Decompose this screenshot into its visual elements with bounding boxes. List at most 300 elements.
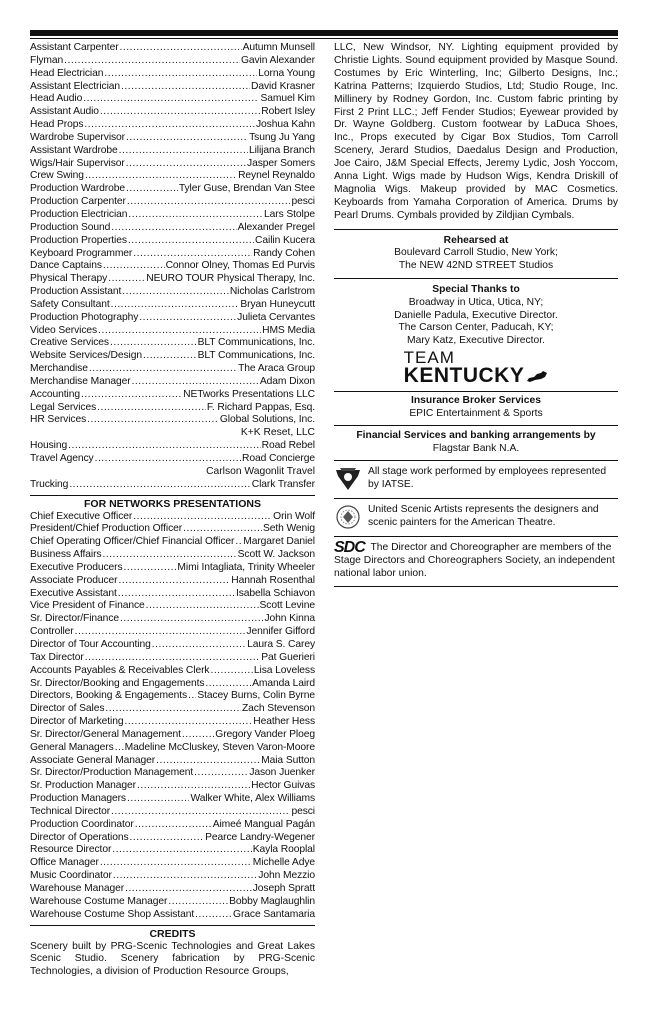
- special-thanks-heading: Special Thanks to: [432, 284, 520, 296]
- sdc-logo: SDC: [334, 539, 365, 557]
- credit-row: [30, 42, 315, 55]
- thanks-line: Danielle Padula, Executive Director.: [394, 309, 558, 321]
- credit-name: Seth Wenig: [262, 523, 315, 535]
- dot-leader: [210, 665, 252, 678]
- credit-role: Warehouse Costume Shop Assistant: [30, 908, 195, 920]
- credit-role: Production Managers: [30, 793, 126, 805]
- credit-name: Scott Levine: [259, 600, 315, 612]
- dot-leader: [103, 260, 165, 273]
- credit-row: [30, 536, 315, 549]
- credit-role: Merchandise Manager: [30, 375, 131, 387]
- credit-name: Pearce Landry-Wegener: [205, 831, 315, 843]
- credit-row: [30, 639, 315, 652]
- dot-leader: [64, 55, 240, 68]
- credit-row: [30, 299, 315, 312]
- credit-name: Isabella Schiavon: [235, 587, 315, 599]
- credit-name: Aimeé Mangual Pagán: [212, 818, 315, 830]
- dot-leader: [95, 453, 241, 466]
- credit-row: [30, 196, 315, 209]
- credit-name: Adam Dixon: [259, 375, 315, 387]
- logo-kentucky-text: KENTUCKY: [403, 364, 525, 388]
- dot-leader: [81, 389, 182, 402]
- credit-role: Production Coordinator: [30, 818, 134, 830]
- dot-leader: [111, 299, 240, 312]
- credit-role: Director of Operations: [30, 831, 129, 843]
- credit-name: Cailin Kucera: [255, 234, 315, 246]
- credit-role: Trucking: [30, 478, 69, 490]
- dot-leader: [104, 68, 257, 81]
- dot-leader: [112, 844, 251, 857]
- credit-name: NEURO TOUR Physical Therapy, Inc.: [146, 273, 315, 285]
- credit-role: Merchandise: [30, 363, 88, 375]
- dot-leader: [89, 363, 237, 376]
- dot-leader: [235, 536, 242, 549]
- credit-row: [30, 690, 315, 703]
- credit-row: [30, 755, 315, 768]
- credit-role: Warehouse Manager: [30, 883, 125, 894]
- credit-name: Pat Guerieri: [261, 651, 315, 663]
- credit-name: Reynel Reynaldo: [238, 170, 315, 182]
- dot-leader: [84, 119, 255, 132]
- dot-leader: [100, 106, 260, 119]
- dot-leader: [126, 158, 246, 171]
- iatse-text: All stage work performed by employees represented by IATSE.: [368, 466, 607, 490]
- top-rule-thick: [30, 30, 618, 36]
- credit-name: Samuel Kim: [260, 93, 315, 105]
- credit-row: [30, 106, 315, 119]
- dot-leader: [68, 440, 261, 453]
- dot-leader: [128, 209, 263, 222]
- credit-name: Tyler Guse, Brendan Van Stee: [178, 183, 315, 195]
- usa-text: United Scenic Artists represents the designers and scenic painters for the American Theatre.: [368, 504, 599, 528]
- dot-leader: [183, 523, 262, 536]
- credit-role: Technical Director: [30, 805, 111, 817]
- credit-row: [30, 575, 315, 588]
- credit-row: [30, 896, 315, 909]
- credit-row: [30, 549, 315, 562]
- dot-leader: [124, 716, 252, 729]
- credit-row: [30, 132, 315, 145]
- credit-role: HR Services: [30, 414, 87, 426]
- credit-name-continued: K+K Reset, LLC: [240, 427, 315, 439]
- top-rule-thin: [30, 38, 618, 39]
- credit-role: Housing: [30, 440, 68, 452]
- credit-row: [30, 145, 315, 158]
- dot-leader: [105, 703, 241, 716]
- credit-name: Maia Sutton: [261, 754, 315, 766]
- credit-name: Robert Isley: [261, 106, 315, 118]
- credit-role: Assistant Wardrobe: [30, 144, 118, 156]
- credit-name: Michelle Adye: [252, 857, 315, 869]
- credit-row: [30, 158, 315, 171]
- thanks-line: Mary Katz, Executive Director.: [407, 334, 545, 346]
- credit-role: Production Assistant: [30, 286, 122, 298]
- dot-leader: [110, 337, 197, 350]
- credit-role: Creative Services: [30, 337, 109, 349]
- credit-name: Hector Guivas: [251, 780, 315, 792]
- dot-leader: [115, 742, 124, 755]
- rehearsed-block: [334, 229, 618, 279]
- credit-row: [30, 363, 315, 376]
- credit-name: Lorna Young: [258, 67, 315, 79]
- credit-row: [30, 68, 315, 81]
- credit-role: Sr. Director/Booking and Engagements: [30, 677, 205, 689]
- financial-block: [334, 425, 618, 460]
- credit-role: Sr. Production Manager: [30, 780, 136, 792]
- dot-leader: [85, 652, 261, 665]
- dot-leader: [102, 549, 236, 562]
- dot-leader: [111, 222, 236, 235]
- dot-leader: [194, 767, 248, 780]
- dot-leader: [113, 870, 257, 883]
- credit-name: Gavin Alexander: [240, 54, 315, 66]
- credit-row: [30, 222, 315, 235]
- credit-name: John Kinna: [264, 613, 315, 625]
- credit-row: [30, 844, 315, 857]
- credit-row: [30, 793, 315, 806]
- left-column: [30, 42, 315, 979]
- dot-leader: [139, 312, 236, 325]
- credit-row: [30, 414, 315, 427]
- credits-heading: CREDITS: [30, 925, 315, 941]
- credit-name: Kayla Rooplal: [252, 844, 315, 856]
- credit-role: Director of Sales: [30, 703, 105, 715]
- credit-row: [30, 170, 315, 183]
- credit-name: Stacey Burns, Colin Byrne: [197, 690, 315, 702]
- right-column: [334, 42, 618, 587]
- credit-name: Joseph Spratt: [252, 883, 315, 894]
- credit-role: Directors, Booking & Engagements: [30, 690, 188, 702]
- credit-name: Autumn Munsell: [242, 42, 315, 53]
- dot-leader: [120, 613, 263, 626]
- credit-row: [30, 523, 315, 536]
- dot-leader: [135, 819, 212, 832]
- dot-leader: [85, 170, 237, 183]
- dot-leader: [156, 755, 260, 768]
- credit-row: [30, 652, 315, 665]
- credit-row: [30, 402, 315, 415]
- credit-role: Accounts Payables & Receivables Clerk: [30, 664, 210, 676]
- usa-block: [334, 498, 618, 536]
- credit-row: [30, 312, 315, 325]
- dot-leader: [87, 414, 219, 427]
- dot-leader: [108, 273, 145, 286]
- iatse-emblem-icon: [334, 466, 362, 492]
- credit-row: [30, 235, 315, 248]
- credit-role: Keyboard Programmer: [30, 247, 133, 259]
- credit-name: Road Rebel: [261, 440, 315, 452]
- credit-name: Heather Hess: [253, 716, 315, 728]
- credit-name: Road Concierge: [241, 453, 315, 464]
- rehearsed-line: Boulevard Carroll Studio, New York;: [394, 247, 558, 259]
- dot-leader: [125, 883, 252, 896]
- credit-role: Head Electrician: [30, 67, 104, 79]
- credit-role: Production Photography: [30, 311, 139, 323]
- credits-text: Scenery built by PRG-Scenic Technologies and Great Lakes Scenic Studio. Scenery fabrication by PRG-Scenic Technologies, a division of Production Resource Groups,: [30, 940, 315, 978]
- credit-name: Jennifer Gifford: [246, 626, 315, 638]
- credit-name: Amanda Laird: [252, 677, 315, 689]
- credits-continued: LLC, New Windsor, NY. Lighting equipment provided by Christie Lights. Sound equipment provided by Masque Sound. Costumes by Eric Winterling, Inc; Gilberto Designs, Inc.; Katrina Patterns; Izquierdo Studios, Ltd; Studio Rouge, Inc. Millinery by Rodney Gordon, Inc. Custom fabric printing by First 2 Print LLC.; Jeff Fender Studios; Eyewear provided by Dr. Wayne Goldberg. Custom footwear by LaDuca Shoes, Inc., Props executed by Cigar Box Studios, Tom Carroll Scenery, Jerard Studios, Daedalus Design and Production, Joe Cairo, J&M Special Effects, Jeremy Lydic, Josh Yoccom, Anna Light. Wigs made by Hudson Wigs, Kendra Driskill of Magnolia Wigs. Makeup provided by MAC Cosmetics. Keyboards from Yamaha Corporation of America. Drums by Pearl Drums. Cymbals provided by Zildjian Cymbals.: [334, 42, 618, 221]
- credit-name: Tsung Ju Yang: [249, 131, 315, 143]
- dot-leader: [111, 806, 290, 819]
- credit-row: [30, 909, 315, 922]
- credit-name: Mimi Intagliata, Trinity Wheeler: [177, 561, 315, 573]
- credit-name: Julieta Cervantes: [237, 311, 315, 323]
- thanks-line: Broadway in Utica, Utica, NY;: [408, 297, 544, 309]
- credit-name: Global Solutions, Inc.: [219, 414, 315, 426]
- dot-leader: [83, 93, 259, 106]
- credit-name: Nicholas Carlstrom: [229, 286, 315, 298]
- insurance-text: EPIC Entertainment & Sports: [409, 407, 543, 419]
- credit-name: Jason Juenker: [249, 767, 315, 779]
- credit-role: Production Carpenter: [30, 196, 126, 208]
- credit-role: Executive Producers: [30, 561, 123, 573]
- logo-team-text: TEAM: [403, 348, 455, 368]
- credit-row: [30, 870, 315, 883]
- credit-name: Orin Wolf: [273, 510, 315, 522]
- credit-row: [30, 479, 315, 492]
- dot-leader: [133, 511, 272, 524]
- credit-row: [30, 819, 315, 832]
- dot-leader: [120, 42, 242, 55]
- credit-row: [30, 806, 315, 819]
- credit-row: [30, 665, 315, 678]
- dot-leader: [152, 639, 246, 652]
- credit-role: Controller: [30, 626, 74, 638]
- credit-row: [30, 209, 315, 222]
- credit-role: Video Services: [30, 324, 98, 336]
- credit-role: Wigs/Hair Supervisor: [30, 157, 125, 169]
- credit-row: [30, 588, 315, 601]
- credit-name: Hannah Rosenthal: [231, 574, 315, 586]
- credit-row: [30, 883, 315, 896]
- credit-row: [30, 729, 315, 742]
- credit-role: Sr. Director/Finance: [30, 613, 119, 625]
- credit-name: Lars Stolpe: [264, 208, 315, 220]
- credit-role: President/Chief Production Officer: [30, 523, 183, 535]
- credit-row: [30, 767, 315, 780]
- credit-row: [30, 183, 315, 196]
- credit-name: Gregory Vander Ploeg: [215, 728, 315, 740]
- credit-role: General Managers: [30, 741, 114, 753]
- credit-name: HMS Media: [262, 324, 315, 336]
- thanks-line: The Carson Center, Paducah, KY;: [398, 322, 554, 334]
- credit-row: [30, 273, 315, 286]
- credit-row: [30, 376, 315, 389]
- credit-role: Executive Assistant: [30, 587, 117, 599]
- credit-role: Website Services/Design: [30, 350, 142, 362]
- dot-leader: [126, 183, 178, 196]
- dot-leader: [188, 690, 196, 703]
- credit-row: [30, 119, 315, 132]
- credit-role: Music Coordinator: [30, 870, 112, 882]
- credit-role: Production Properties: [30, 234, 127, 246]
- credit-name: F. Richard Pappas, Esq.: [206, 401, 315, 413]
- credit-role: Warehouse Costume Manager: [30, 895, 168, 907]
- dot-leader: [132, 376, 259, 389]
- dot-leader: [124, 562, 177, 575]
- credit-role: Head Audio: [30, 93, 83, 105]
- credit-role: Head Props: [30, 119, 84, 131]
- credit-name: Madeline McCluskey, Steven Varon-Moore: [124, 741, 315, 753]
- credit-name: Grace Santamaria: [233, 908, 315, 920]
- credit-role: Resource Director: [30, 844, 112, 856]
- insurance-heading: Insurance Broker Services: [411, 395, 541, 407]
- dot-leader: [127, 196, 291, 209]
- credit-row: [30, 248, 315, 261]
- dot-leader: [122, 286, 229, 299]
- dot-leader: [130, 832, 205, 845]
- credit-row: [30, 350, 315, 363]
- dot-leader: [195, 909, 232, 922]
- credit-row: [30, 93, 315, 106]
- credit-name: Zach Stevenson: [241, 703, 315, 715]
- credit-role: Dance Captains: [30, 260, 102, 272]
- credit-role: Tax Director: [30, 651, 84, 663]
- dot-leader: [146, 600, 259, 613]
- credit-name: NETworks Presentations LLC: [183, 388, 315, 400]
- credit-row: [30, 832, 315, 845]
- credit-row: [30, 703, 315, 716]
- dot-leader: [205, 678, 251, 691]
- credit-role: Assistant Electrician: [30, 80, 121, 92]
- credit-role: Travel Agency: [30, 453, 94, 464]
- special-thanks-block: [334, 278, 618, 391]
- dot-leader: [100, 857, 252, 870]
- credit-role: Production Sound: [30, 221, 111, 233]
- dot-leader: [118, 575, 230, 588]
- dot-leader: [182, 729, 214, 742]
- sdc-text: The Director and Choreographer are members of the Stage Directors and Choreographers Society, an independent national labor union.: [334, 542, 615, 579]
- iatse-block: [334, 460, 618, 498]
- credit-row: [30, 286, 315, 299]
- dot-leader: [121, 81, 250, 94]
- networks-list: [30, 511, 315, 922]
- team-kentucky-logo: [404, 347, 549, 386]
- credit-row: [30, 562, 315, 575]
- credit-row: [30, 600, 315, 613]
- credit-role: Crew Swing: [30, 170, 84, 182]
- networks-heading: FOR NETWORKS PRESENTATIONS: [30, 495, 315, 511]
- credit-role: Chief Operating Officer/Chief Financial Officer: [30, 536, 235, 548]
- dot-leader: [128, 235, 254, 248]
- rehearsed-line: The NEW 42ND STREET Studios: [398, 259, 554, 271]
- credit-role: Production Electrician: [30, 208, 128, 220]
- credit-name: BLT Communications, Inc.: [197, 350, 315, 362]
- credit-row: [30, 260, 315, 273]
- credit-role: Vice President of Finance: [30, 600, 145, 612]
- credit-row: [30, 389, 315, 402]
- credit-role: Chief Executive Officer: [30, 510, 133, 522]
- credit-role: Accounting: [30, 388, 80, 400]
- financial-heading: Financial Services and banking arrangements by: [356, 430, 596, 442]
- credit-name: Randy Cohen: [253, 247, 315, 259]
- credit-name: Connor Olney, Thomas Ed Purvis: [165, 260, 315, 272]
- credit-name: John Mezzio: [258, 870, 315, 882]
- credit-role: Flyman: [30, 54, 64, 66]
- credit-row: [30, 626, 315, 639]
- credit-row: [30, 511, 315, 524]
- insurance-block: [334, 391, 618, 425]
- credit-name: BLT Communications, Inc.: [197, 337, 315, 349]
- credit-role: Wardrobe Supervisor: [30, 131, 126, 143]
- dot-leader: [133, 248, 252, 261]
- credit-name: Scott W. Jackson: [237, 549, 315, 561]
- dot-leader: [119, 145, 248, 158]
- credit-row: [30, 325, 315, 338]
- credit-name: Walker White, Alex Williams: [190, 793, 315, 805]
- credit-role: Legal Services: [30, 401, 97, 413]
- credit-role: Director of Tour Accounting: [30, 638, 151, 650]
- sdc-block: [334, 536, 618, 587]
- credit-name: Margaret Daniel: [243, 536, 315, 548]
- credit-role: Associate Producer: [30, 574, 118, 586]
- credit-row: [30, 453, 315, 466]
- credit-name: pesci: [291, 805, 315, 817]
- rehearsed-heading: Rehearsed at: [443, 234, 509, 246]
- kentucky-state-icon: [526, 371, 548, 383]
- credit-row: [30, 440, 315, 453]
- credit-role: Sr. Director/Production Management: [30, 767, 194, 779]
- credit-name: Jasper Somers: [247, 157, 315, 169]
- credit-name: Bryan Huneycutt: [240, 298, 315, 310]
- credit-role: Sr. Director/General Management: [30, 728, 181, 740]
- dot-leader: [168, 896, 228, 909]
- credit-role: Assistant Carpenter: [30, 42, 119, 53]
- credit-name-continued: Carlson Wagonlit Travel: [206, 465, 315, 477]
- dot-leader: [137, 780, 250, 793]
- dot-leader: [75, 626, 246, 639]
- credit-role: Assistant Audio: [30, 106, 99, 118]
- credit-name: Lisa Loveless: [253, 664, 315, 676]
- credit-role: Office Manager: [30, 857, 99, 869]
- credit-role: Production Wardrobe: [30, 183, 126, 195]
- credit-name: The Araca Group: [238, 363, 315, 375]
- credit-name: Alexander Pregel: [237, 221, 315, 233]
- credit-row: [30, 742, 315, 755]
- credit-row: [30, 81, 315, 94]
- dot-leader: [126, 132, 248, 145]
- dot-leader: [97, 402, 206, 415]
- credit-name: Joshua Kahn: [255, 119, 315, 131]
- credit-role: Business Affairs: [30, 549, 102, 561]
- credit-name: pesci: [291, 196, 315, 208]
- credit-row: [30, 613, 315, 626]
- financial-text: Flagstar Bank N.A.: [432, 442, 520, 454]
- credit-role: Physical Therapy: [30, 273, 108, 285]
- credit-name: Bobby Maglaughlin: [229, 895, 315, 907]
- credit-name: David Krasner: [251, 80, 315, 92]
- credit-row: [30, 780, 315, 793]
- dot-leader: [143, 350, 197, 363]
- credit-row: [30, 55, 315, 68]
- credit-role: Associate General Manager: [30, 754, 156, 766]
- credit-name: Laura S. Carey: [247, 638, 315, 650]
- dot-leader: [127, 793, 190, 806]
- credit-name: Clark Transfer: [251, 478, 315, 490]
- credit-row: [30, 857, 315, 870]
- credit-role: Director of Marketing: [30, 716, 124, 728]
- credit-row: [30, 337, 315, 350]
- dot-leader: [69, 479, 250, 492]
- credit-row: [30, 716, 315, 729]
- credit-role: Safety Consultant: [30, 298, 110, 310]
- dot-leader: [118, 588, 235, 601]
- crew-list: [30, 42, 315, 492]
- credit-row: [30, 678, 315, 691]
- dot-leader: [98, 325, 261, 338]
- credit-name: Lilijana Branch: [248, 144, 315, 156]
